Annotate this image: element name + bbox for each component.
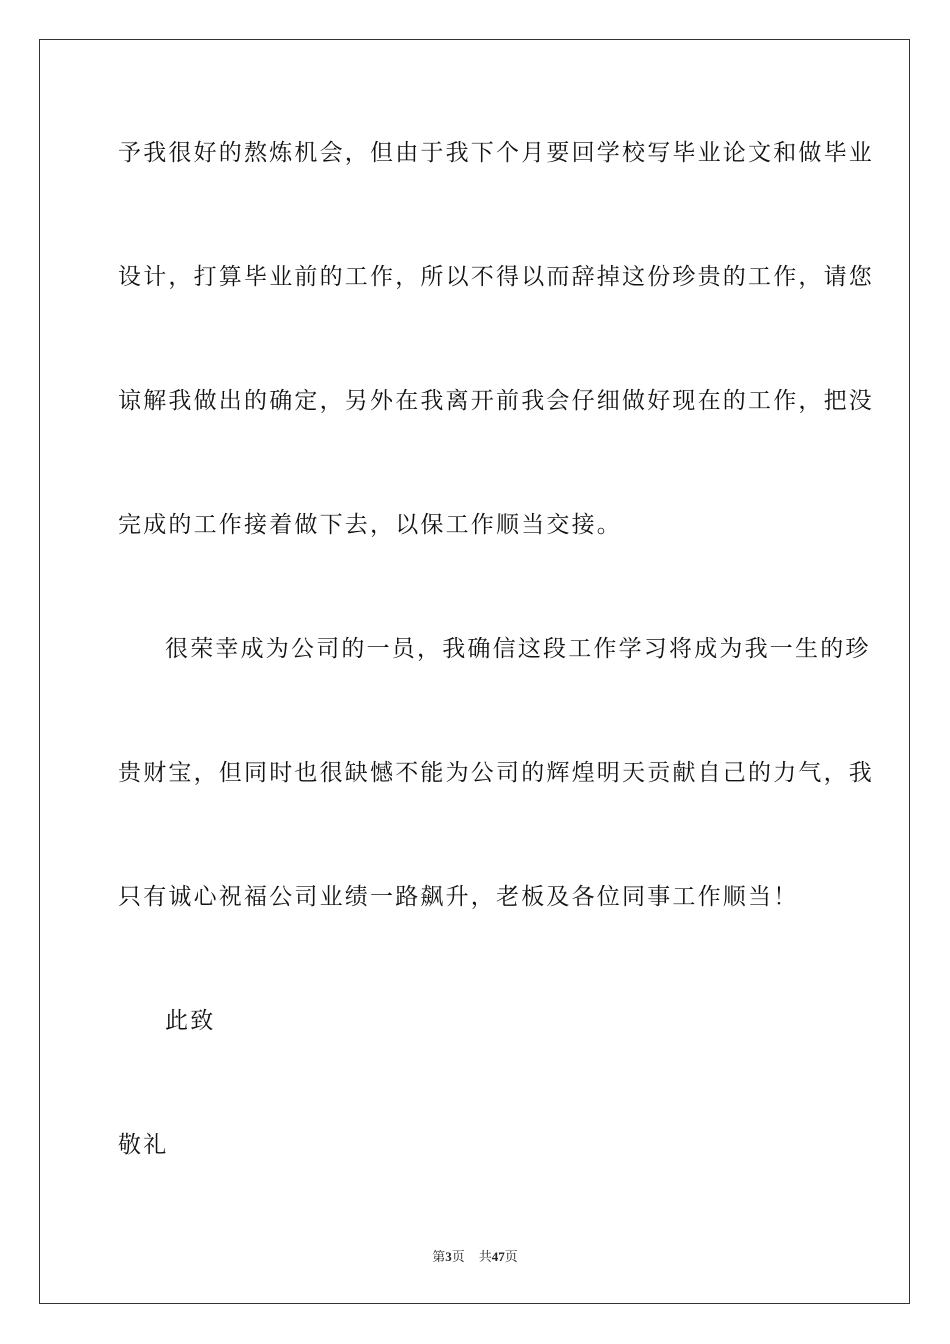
body-line-1: 予我很好的熬炼机会，但由于我下个月要回学校写毕业论文和做毕业 xyxy=(118,140,874,166)
footer-total-pages: 47 xyxy=(491,1249,505,1264)
footer-page-prefix: 第 xyxy=(432,1249,446,1264)
body-line-5: 很荣幸成为公司的一员，我确信这段工作学习将成为我一生的珍 xyxy=(165,636,871,662)
closing-regards: 敬礼 xyxy=(118,1132,169,1158)
footer-page-suffix: 页 xyxy=(451,1249,465,1264)
footer-total-prefix: 共 xyxy=(478,1249,492,1264)
closing-salutation: 此致 xyxy=(165,1008,216,1034)
body-line-3: 谅解我做出的确定，另外在我离开前我会仔细做好现在的工作，把没 xyxy=(118,388,874,414)
body-line-6: 贵财宝，但同时也很缺憾不能为公司的辉煌明天贡献自己的力气，我 xyxy=(118,760,874,786)
footer-total-suffix: 页 xyxy=(504,1249,518,1264)
body-line-7: 只有诚心祝福公司业绩一路飙升，老板及各位同事工作顺当！ xyxy=(118,884,799,910)
page-border xyxy=(39,39,910,1304)
footer-page-number: 3 xyxy=(445,1249,452,1264)
body-line-4: 完成的工作接着做下去，以保工作顺当交接。 xyxy=(118,512,622,538)
page-footer xyxy=(0,1248,950,1266)
body-line-2: 设计，打算毕业前的工作，所以不得以而辞掉这份珍贵的工作，请您 xyxy=(118,264,874,290)
